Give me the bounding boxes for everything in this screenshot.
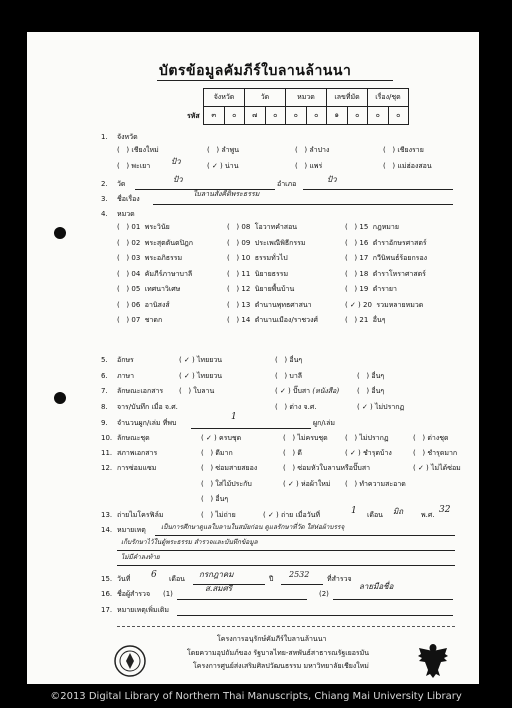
checkbox[interactable]: ( ) — [345, 285, 360, 293]
category-option[interactable] — [227, 314, 318, 330]
province-option[interactable]: ( ) เชียงใหม่ — [117, 146, 159, 154]
district-input-line[interactable] — [303, 179, 453, 190]
field-microfilm-label: ถ่ายไมโครฟิล์ม — [117, 511, 164, 519]
field-language-number: 6. — [101, 372, 108, 380]
surveyor-1-name: ส.สมศรี — [205, 584, 232, 593]
condition-option[interactable]: ( ) ดี — [283, 449, 302, 457]
category-label: โอวาทคำสอน — [254, 223, 298, 231]
field-title-number: 3. — [101, 195, 108, 203]
category-label: เทศนาวิเศษ — [144, 285, 181, 293]
category-label: ชาดก — [144, 316, 163, 324]
field-category-number: 4. — [101, 210, 108, 218]
field-extra-remarks-number: 17. — [101, 606, 113, 614]
checkbox[interactable]: ( ) — [227, 238, 242, 247]
repair-option-checked[interactable]: ( ✓ ) ห่อผ้าใหม่ — [283, 480, 331, 488]
code-cell: ๗ — [245, 107, 266, 125]
category-label: พระสุตตันตปิฎก — [144, 238, 193, 247]
condition-option-checked[interactable]: ( ✓ ) ชำรุดบ้าง — [345, 449, 392, 457]
checkbox[interactable]: ( ) — [227, 269, 242, 278]
field-condition-number: 11. — [101, 449, 113, 457]
microfilm-year-label: พ.ศ. — [421, 511, 435, 519]
surveyor-1-line[interactable] — [177, 589, 307, 600]
microfilm-month: มิถ — [393, 507, 404, 516]
province-option-checked[interactable]: ( ✓ ) น่าน — [207, 162, 239, 170]
code-header-temple: วัด — [245, 89, 286, 107]
category-label: รวมหลายหมวด — [376, 300, 424, 309]
field-remarks-number: 14. — [101, 526, 113, 534]
field-date-number: 8. — [101, 403, 108, 411]
field-microfilm-number: 13. — [101, 511, 113, 519]
code-cell: ๐ — [347, 107, 368, 125]
category-code: 15 — [359, 223, 369, 231]
code-cell: ๐ — [265, 107, 286, 125]
doctype-option[interactable]: ( ) อื่นๆ — [357, 387, 385, 395]
district-label: อำเภอ — [277, 180, 297, 188]
category-code: 07 — [131, 316, 141, 324]
handwritten-note: ปัว — [171, 157, 181, 166]
category-column — [345, 221, 427, 330]
microfilm-option-checked[interactable]: ( ✓ ) ถ่าย เมื่อวันที่ — [263, 511, 321, 519]
category-code: 20 — [363, 300, 372, 309]
field-repair-number: 12. — [101, 464, 113, 472]
survey-card-page — [27, 32, 479, 684]
category-code: 10 — [241, 254, 251, 262]
surveyor-2-signature: ลายมือชื่อ — [359, 582, 394, 591]
condition-option[interactable]: ( ) ชำรุดมาก — [413, 449, 458, 457]
category-code: 02 — [131, 238, 141, 247]
field-temple-number: 2. — [101, 180, 108, 188]
province-option[interactable]: ( ) ลำปาง — [295, 146, 330, 154]
remarks-line[interactable] — [117, 555, 455, 566]
code-cell: ๐ — [368, 107, 389, 125]
microfilm-month-label: เดือน — [367, 511, 383, 519]
field-doctype-number: 7. — [101, 387, 108, 395]
repair-option[interactable]: ( ) ซ่อมสายสยอง — [201, 464, 258, 472]
code-cell: ๐ — [388, 107, 409, 125]
category-code: 21 — [359, 316, 369, 324]
checkbox[interactable]: ( ) — [345, 316, 360, 324]
field-title-label: ชื่อเรื่อง — [117, 195, 140, 203]
binder-hole — [54, 227, 66, 239]
field-extra-remarks-label: หมายเหตุเพิ่มเติม — [117, 606, 169, 614]
category-option[interactable] — [227, 237, 318, 253]
checkbox[interactable]: ( ) — [117, 238, 132, 247]
code-cell: ๐ — [286, 107, 307, 125]
field-surveyor-label: ชื่อผู้สำรวจ — [117, 590, 151, 598]
category-option[interactable] — [117, 252, 193, 268]
category-option[interactable] — [117, 314, 193, 330]
field-category-label: หมวด — [117, 210, 135, 218]
checkbox[interactable]: ( ) — [227, 316, 242, 324]
german-eagle-logo — [417, 642, 449, 680]
repair-option[interactable]: ( ) ทำความสะอาด — [345, 480, 406, 488]
checkbox[interactable]: ( ) — [117, 223, 132, 231]
dashed-separator — [117, 626, 455, 627]
field-temple-label: วัด — [117, 180, 126, 188]
survey-day: 6 — [151, 570, 157, 580]
code-label: รหัส — [187, 112, 200, 120]
survey-month-label: เดือน — [169, 575, 185, 583]
category-label: ตำนานเมือง/ราชวงศ์ — [254, 316, 318, 324]
extra-remarks-line[interactable] — [177, 605, 453, 616]
script-option-checked[interactable]: ( ✓ ) ไทยยวน — [179, 356, 223, 364]
checkbox[interactable]: ( ) — [227, 254, 242, 262]
university-seal-logo — [113, 644, 147, 678]
category-label: ตำราโหราศาสตร์ — [372, 269, 426, 278]
survey-year-label: ปี — [269, 575, 274, 583]
date-option[interactable]: ( ) ต่าง จ.ศ. — [275, 403, 317, 411]
title-input-line[interactable] — [153, 194, 453, 205]
doctype-option-checked[interactable]: ( ✓ ) ปั๊บสา (หนังสือ) — [275, 387, 340, 395]
set-option-checked[interactable]: ( ✓ ) ครบชุด — [201, 434, 242, 442]
category-option[interactable] — [227, 221, 318, 237]
field-doctype-label: ลักษณะเอกสาร — [117, 387, 164, 395]
remarks-handwritten-line: เป็นการศึกษาดูแลใบลานในสมัยก่อน ดูแลรักษาที่วัด ใส่ห่อผ้าบรรจุ — [161, 523, 345, 531]
code-cell: ๑ — [327, 107, 348, 125]
checkbox[interactable]: ( ) — [117, 269, 132, 278]
page-title: บัตรข้อมูลคัมภีร์ใบลานล้านนา — [159, 63, 352, 79]
set-option[interactable]: ( ) ไม่ครบชุด — [283, 434, 328, 442]
province-option[interactable]: ( ) เชียงราย — [383, 146, 424, 154]
field-surveyor-number: 16. — [101, 590, 113, 598]
doctype-option[interactable]: ( ) ใบลาน — [179, 387, 215, 395]
category-option-checked[interactable] — [345, 299, 427, 315]
checkbox[interactable]: ( ) — [227, 285, 242, 293]
repair-option-checked[interactable]: ( ✓ ) ไม่ได้ซ่อม — [413, 464, 461, 472]
category-label: คัมภีร์ภาษาบาลี — [144, 269, 193, 278]
repair-option[interactable]: ( ) ใส่ไม้ประกับ — [201, 480, 252, 488]
set-option[interactable]: ( ) ไม่ปรากฏ — [345, 434, 389, 442]
code-header-province: จังหวัด — [204, 89, 245, 107]
field-script-number: 5. — [101, 356, 108, 364]
microfilm-option[interactable]: ( ) ไม่ถ่าย — [201, 511, 236, 519]
checkbox[interactable]: ( ) — [117, 316, 132, 324]
language-option-checked[interactable]: ( ✓ ) ไทยยวน — [179, 372, 223, 380]
category-code: 14 — [241, 316, 251, 324]
category-code: 13 — [241, 300, 251, 309]
category-option[interactable] — [345, 237, 427, 253]
category-option[interactable] — [117, 283, 193, 299]
category-label: ตำรายา — [372, 285, 397, 293]
category-option[interactable] — [227, 252, 318, 268]
category-label: อื่นๆ — [372, 316, 386, 324]
survey-place-label: ที่สำรวจ — [327, 575, 352, 583]
set-option[interactable]: ( ) ต่างชุด — [413, 434, 449, 442]
checkbox[interactable]: ( ) — [117, 285, 132, 293]
script-option[interactable]: ( ) อื่นๆ — [275, 356, 303, 364]
code-table — [203, 88, 409, 125]
field-script-label: อักษร — [117, 356, 134, 364]
repair-option[interactable]: ( ) อื่นๆ — [201, 495, 229, 503]
category-option[interactable] — [227, 268, 318, 284]
category-option[interactable] — [117, 268, 193, 284]
checkbox[interactable]: ( ) — [345, 223, 360, 231]
code-cell: ๓ — [204, 107, 225, 125]
category-column — [227, 221, 318, 330]
category-label: พระอภิธรรม — [144, 254, 183, 262]
checkbox[interactable]: ( ) — [117, 300, 132, 309]
field-count-label: จำนวนผูก/เล่ม ที่พบ — [117, 419, 177, 427]
category-code: 05 — [131, 285, 141, 293]
field-province-number: 1. — [101, 133, 108, 141]
checkbox[interactable]: ( ) — [345, 254, 360, 262]
temple-handwritten: ปัว — [173, 175, 183, 184]
category-code: 09 — [241, 238, 251, 247]
checkbox[interactable]: ( ) — [345, 269, 360, 278]
project-line: โดยความอุปถัมภ์ของ รัฐบาลไทย-สหพันธ์สาธารณรัฐเยอรมัน — [187, 649, 370, 657]
remarks-handwritten-line: ไม่มีคำลงท้าย — [121, 553, 160, 561]
temple-input-line[interactable] — [135, 179, 275, 190]
category-code: 19 — [359, 285, 369, 293]
category-option[interactable] — [345, 314, 427, 330]
field-count-number: 9. — [101, 419, 108, 427]
category-label: นิยายธรรม — [254, 269, 289, 278]
field-survey-date-label: วันที่ — [117, 575, 131, 583]
surveyor-2-index: (2) — [319, 590, 329, 598]
category-code: 18 — [359, 269, 369, 278]
binder-hole — [54, 392, 66, 404]
category-option[interactable] — [227, 283, 318, 299]
checkbox[interactable]: ( ) — [345, 238, 360, 247]
category-code: 16 — [359, 238, 369, 247]
category-label: อานิสงส์ — [144, 300, 170, 309]
category-code: 08 — [241, 223, 251, 231]
checkbox[interactable]: ( ) — [227, 223, 242, 231]
category-label: นิยายพื้นบ้าน — [254, 285, 295, 293]
code-header-category: หมวด — [286, 89, 327, 107]
category-option[interactable] — [117, 237, 193, 253]
province-option[interactable]: ( ) ลำพูน — [207, 146, 239, 154]
count-unit-label: ผูก/เล่ม — [313, 419, 335, 427]
microfilm-day: 1 — [351, 506, 357, 516]
category-option[interactable] — [117, 299, 193, 315]
category-option[interactable] — [345, 252, 427, 268]
category-label: ประเพณีพิธีกรรม — [254, 238, 306, 247]
repair-option[interactable]: ( ) ซ่อมหัวใบลานหรือปั๊บสา — [283, 464, 371, 472]
title-handwritten: ใบลานสังคีติพระธรรม — [193, 190, 260, 198]
date-option-checked[interactable]: ( ✓ ) ไม่ปรากฏ — [357, 403, 405, 411]
category-label: พระวินัย — [144, 223, 170, 231]
language-option[interactable]: ( ) บาลี — [275, 372, 303, 380]
survey-year: 2532 — [289, 570, 310, 579]
condition-option[interactable]: ( ) ดีมาก — [201, 449, 233, 457]
field-condition-label: สภาพเอกสาร — [117, 449, 158, 457]
code-header-bundle: เลขที่มัด — [327, 89, 368, 107]
field-set-number: 10. — [101, 434, 113, 442]
category-option[interactable] — [227, 299, 318, 315]
field-survey-date-number: 15. — [101, 575, 113, 583]
copyright-footer: ©2013 Digital Library of Northern Thai Manuscripts, Chiang Mai University Library — [50, 691, 462, 702]
category-code: 11 — [241, 269, 251, 278]
field-remarks-label: หมายเหตุ — [117, 526, 146, 534]
field-date-label: จาร/บันทึก เมื่อ จ.ศ. — [117, 403, 178, 411]
code-cell: ๐ — [306, 107, 327, 125]
field-language-label: ภาษา — [117, 372, 135, 380]
category-code: 17 — [359, 254, 369, 262]
province-option[interactable]: ( ) พะเยา — [117, 162, 151, 170]
project-line: โครงการศูนย์ส่งเสริมศิลปวัฒนธรรม มหาวิทยาลัยเชียงใหม่ — [193, 662, 369, 670]
category-label: ตำราอักษรศาสตร์ — [372, 238, 427, 247]
field-repair-label: การซ่อมแซม — [117, 464, 157, 472]
category-code: 01 — [131, 223, 141, 231]
language-option[interactable]: ( ) อื่นๆ — [357, 372, 385, 380]
category-option[interactable] — [345, 221, 427, 237]
remarks-handwritten-line: เก็บรักษาไว้ในตู้พระธรรม สำรวจและบันทึกข้อมูล — [121, 538, 258, 546]
category-column — [117, 221, 193, 330]
survey-month: กรกฎาคม — [199, 570, 234, 579]
checkbox[interactable]: ( ) — [227, 300, 242, 309]
title-underline — [157, 80, 393, 81]
category-option[interactable] — [345, 268, 427, 284]
field-province-label: จังหวัด — [117, 133, 138, 141]
category-label: ธรรมทั่วไป — [254, 254, 288, 262]
category-code: 06 — [131, 300, 141, 309]
district-handwritten: ปัว — [327, 175, 337, 184]
field-set-label: ลักษณะชุด — [117, 434, 150, 442]
code-header-title-set: เรื่อง/ชุด — [368, 89, 409, 107]
surveyor-1-index: (1) — [163, 590, 173, 598]
category-label: ตำนานพุทธศาสนา — [254, 300, 312, 309]
category-code: 03 — [131, 254, 141, 262]
category-label: กฎหมาย — [372, 223, 399, 231]
province-option[interactable]: ( ) แม่ฮ่องสอน — [383, 162, 432, 170]
microfilm-year: 32 — [439, 505, 451, 515]
province-option[interactable]: ( ) แพร่ — [295, 162, 323, 170]
project-line: โครงการอนุรักษ์คัมภีร์ใบลานล้านนา — [217, 635, 327, 643]
category-option[interactable] — [117, 221, 193, 237]
checkbox[interactable]: ( ) — [117, 254, 132, 262]
checkbox[interactable]: ( ✓ ) — [345, 300, 364, 309]
code-cell: ๐ — [224, 107, 245, 125]
category-code: 04 — [131, 269, 141, 278]
category-code: 12 — [241, 285, 251, 293]
count-input-line[interactable] — [191, 418, 311, 429]
count-handwritten: 1 — [231, 412, 237, 422]
category-label: กวีนิพนธ์ร้อยกรอง — [372, 254, 428, 262]
category-option[interactable] — [345, 283, 427, 299]
